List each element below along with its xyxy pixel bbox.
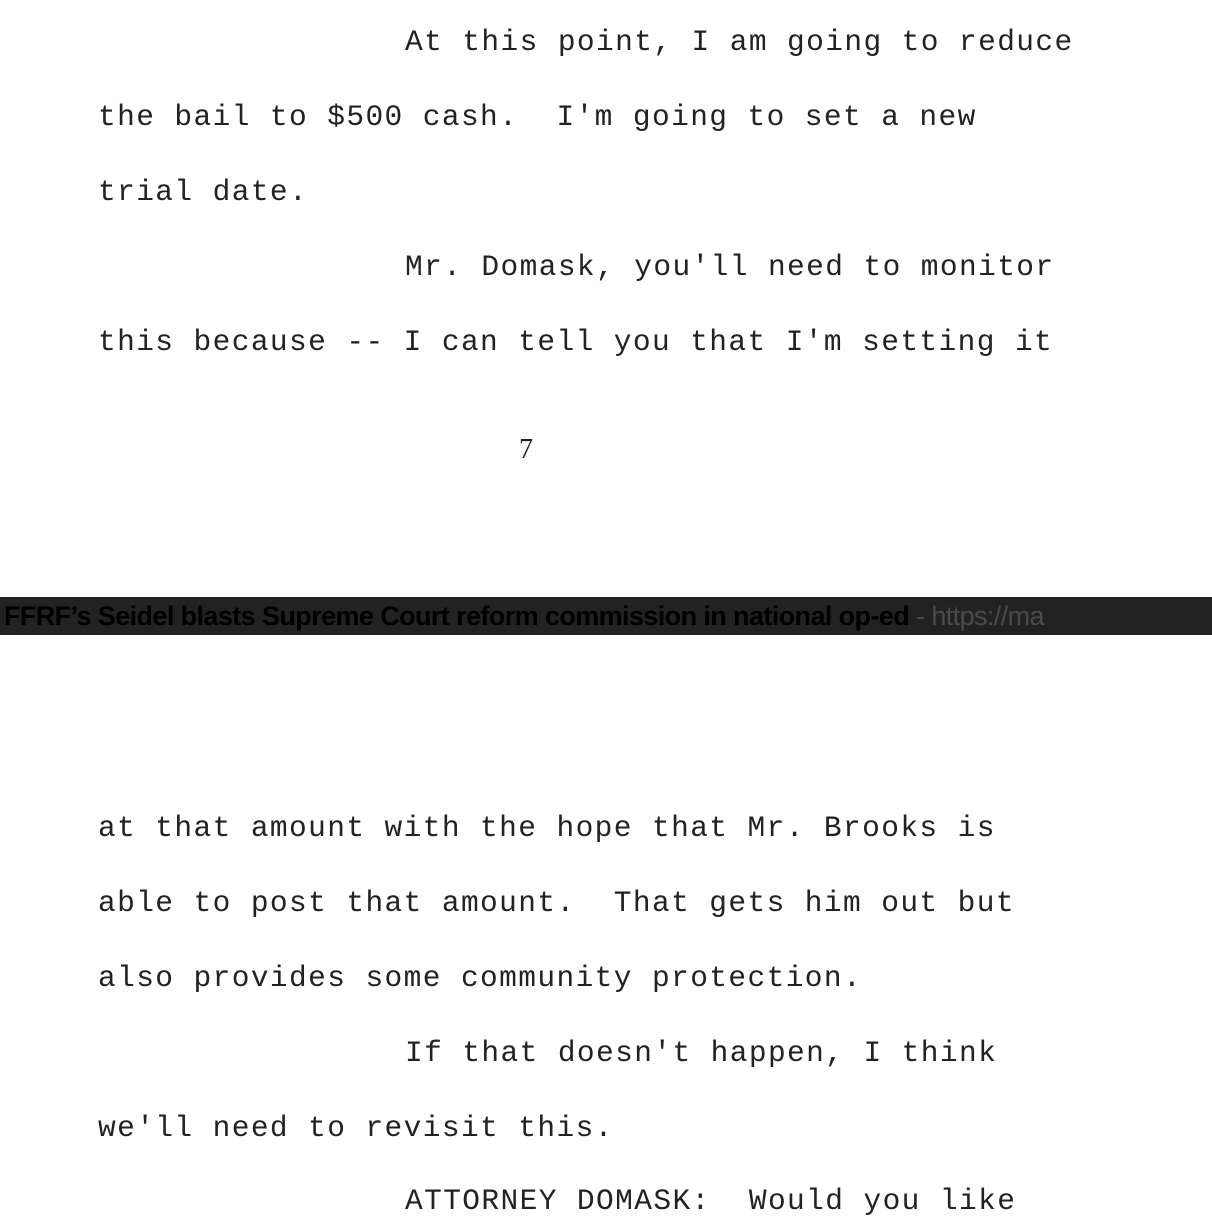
page-number: 7 <box>519 434 533 465</box>
headline-banner[interactable] <box>0 597 1212 635</box>
transcript-line: this because -- I can tell you that I'm setting it <box>98 325 1054 359</box>
banner-url[interactable]: https://ma <box>931 601 1044 631</box>
transcript-line: If that doesn't happen, I think <box>405 1036 998 1070</box>
banner-separator: - <box>909 601 932 631</box>
transcript-line: able to post that amount. That gets him out but <box>98 886 1015 920</box>
transcript-line-cut: ATTORNEY DOMASK: Would you like <box>405 1184 1017 1218</box>
transcript-line: the bail to $500 cash. I'm going to set a new <box>98 100 977 134</box>
transcript-line: we'll need to revisit this. <box>98 1111 614 1145</box>
transcript-page-bottom <box>0 635 1212 1200</box>
transcript-line: also provides some community protection. <box>98 961 863 995</box>
transcript-line: at that amount with the hope that Mr. Brooks is <box>98 811 996 845</box>
transcript-line: trial date. <box>98 175 309 209</box>
transcript-line: Mr. Domask, you'll need to monitor <box>405 250 1055 284</box>
transcript-line: At this point, I am going to reduce <box>405 25 1074 59</box>
transcript-page-top <box>0 0 1212 597</box>
banner-headline: FFRF’s Seidel blasts Supreme Court reform commission in national op-ed <box>4 601 910 631</box>
